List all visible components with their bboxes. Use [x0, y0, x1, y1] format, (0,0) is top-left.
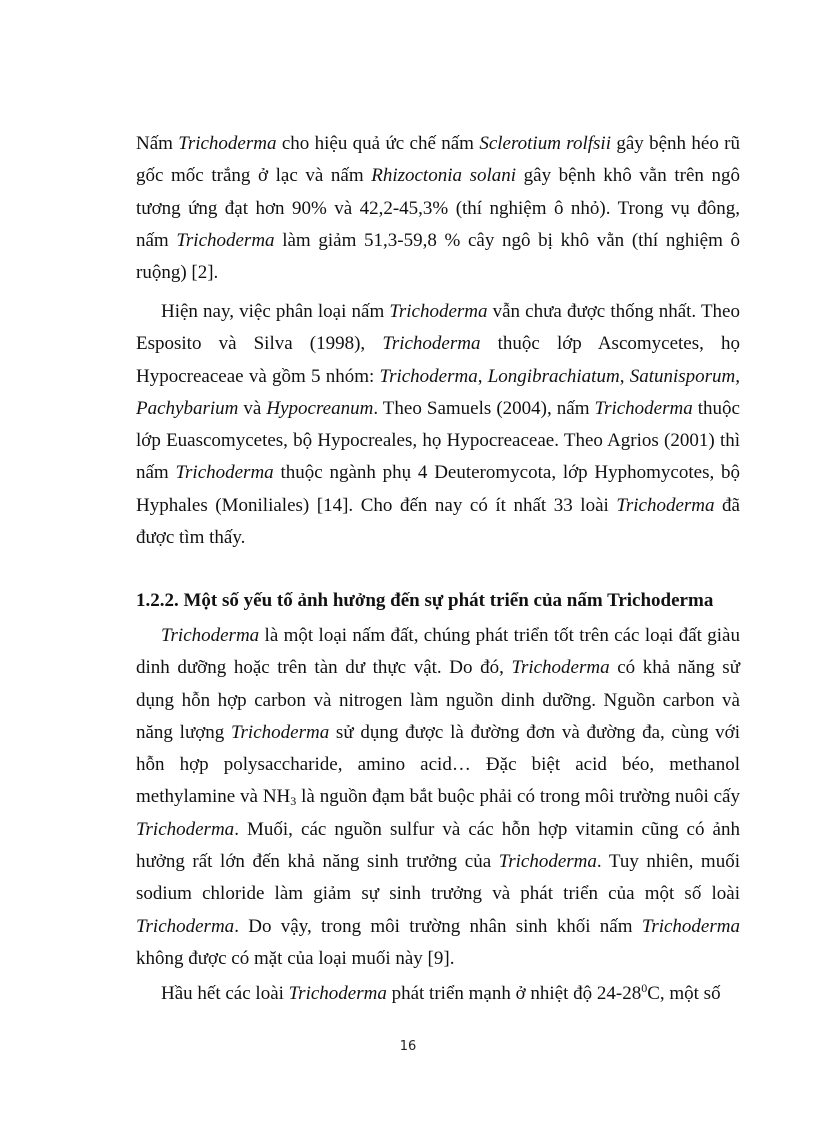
page-number: 16 — [399, 1039, 417, 1054]
section-heading: 1.2.2. Một số yếu tố ảnh hưởng đến sự phát triển của nấm Trichoderma — [136, 590, 714, 611]
paragraph-1: Nấm Trichoderma cho hiệu quả ức chế nấm Sclerotium rolfsii gây bệnh héo rũ gốc mốc trắng ở lạc và nấm Rhizoctonia solani gây bệnh khô vằn trên ngô tương ứng đạt hơn 90% và 42,2-45,3% (thí nghiệm ô nhỏ). Trong vụ đông, nấm Trichoderma làm giảm 51,3-59,8 % cây ngô bị khô vằn (thí nghiệm ô ruộng) [2]. — [136, 133, 741, 284]
paragraph-2: Hiện nay, việc phân loại nấm Trichoderma vẫn chưa được thống nhất. Theo Esposito và Silva (1998), Trichoderma thuộc lớp Ascomycetes, họ Hypocreaceae và gồm 5 nhóm: Trichoderma, Longibrachiatum, Satunisporum, Pachybarium và Hypocreanum. Theo Samuels (2004), nấm Trichoderma thuộc lớp Euascomycetes, bộ Hypocreales, họ Hypocreaceae. Theo Agrios (2001) thì nấm Trichoderma thuộc ngành phụ 4 Deuteromycota, lớp Hyphomycotes, bộ Hyphales (Moniliales) [14]. Cho đến nay có ít nhất 33 loài Trichoderma đã được tìm thấy. — [136, 301, 741, 549]
paragraph-4: Hầu hết các loài Trichoderma phát triển mạnh ở nhiệt độ $24-28^0C$, một số — [161, 981, 721, 1004]
paragraph-3: Trichoderma là một loại nấm đất, chúng phát triển tốt trên các loại đất giàu dinh dưỡng hoặc trên tàn dư thực vật. Do đó, Trichoderma có khả năng sử dụng hỗn hợp carbon và nitrogen làm nguồn dinh dưỡng. Nguồn carbon và năng lượng Trichoderma sử dụng được là đường đơn và đường đa, cùng với hỗn hợp polysaccharide, amino acid… Đặc biệt acid béo, methanol methylamine và $NH_3$ là nguồn đạm bắt buộc phải có trong môi trường nuôi cấy Trichoderma. Muối, các nguồn sulfur và các hỗn hợp vitamin cũng có ảnh hưởng rất lớn đến khả năng sinh trưởng của Trichoderma. Tuy nhiên, muối sodium chloride làm giảm sự sinh trưởng và phát triển của một số loài Trichoderma. Do vậy, trong môi trường nhân sinh khối nấm Trichoderma không được có mặt của loại muối này [9]. — [136, 625, 740, 969]
